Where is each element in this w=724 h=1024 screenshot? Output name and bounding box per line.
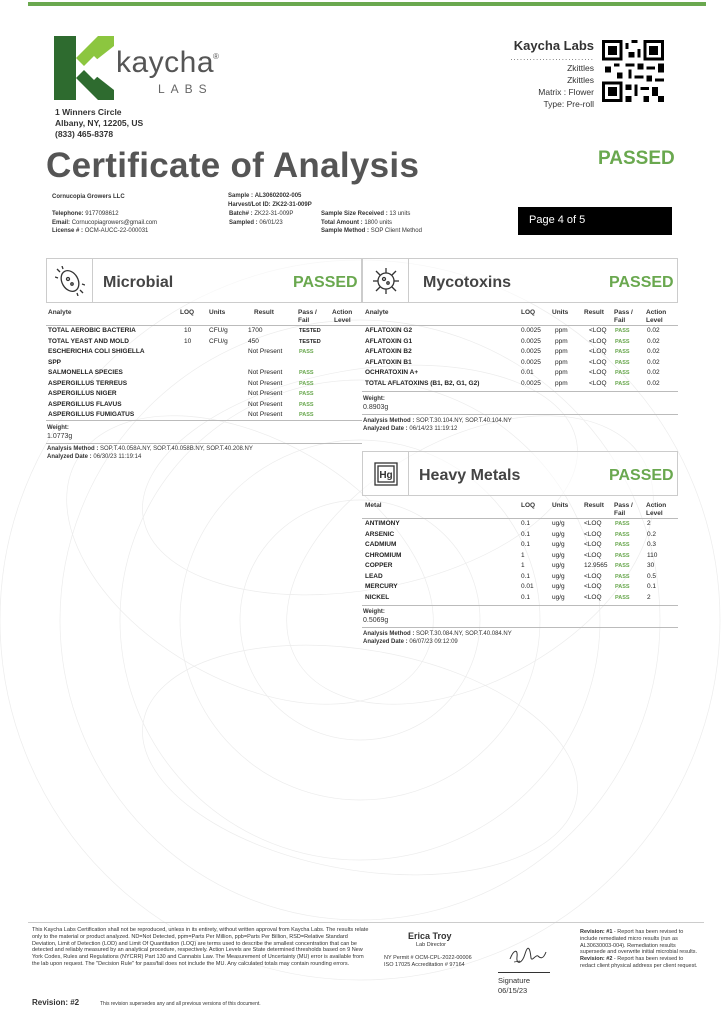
signature-scribble-icon (508, 944, 548, 966)
cell-pass-fail: PASS (615, 584, 630, 590)
table-row (0, 358, 724, 369)
cell-units: ug/g (552, 551, 565, 559)
address-line-1: 1 Winners Circle (55, 107, 122, 117)
cell-pass-fail: PASS (615, 380, 630, 387)
cell-pass-fail: PASS (615, 552, 630, 559)
kaycha-logo-icon (54, 36, 114, 100)
cell-analyte: AFLATOXIN G2 (365, 327, 413, 334)
table-row (0, 379, 724, 390)
heavy-metals-date-value: 06/07/23 09:12:09 (409, 638, 458, 645)
cell-result: <LOQ (584, 593, 602, 601)
cell-units: ppm (555, 379, 568, 387)
cell-units: ppm (555, 358, 568, 366)
cell-analyte: ASPERGILLUS FUMIGATUS (48, 411, 135, 418)
mycotoxins-footer-rule (362, 391, 678, 392)
microbial-title: Microbial (103, 274, 174, 291)
top-accent-bar (28, 2, 706, 6)
batch-value: ZK22-31-009P (254, 211, 294, 217)
cell-loq: 0.0025 (521, 358, 541, 366)
col-action: Action (646, 502, 667, 509)
table-row (0, 593, 724, 604)
heavy-metals-analysis (363, 631, 512, 646)
sample-size-info (321, 210, 422, 236)
cell-result: 450 (248, 337, 259, 345)
cell-units: ppm (555, 369, 568, 376)
col-analyte: Analyte (48, 309, 72, 316)
email-label: Email: (52, 219, 71, 226)
sampled-value: 06/01/23 (259, 219, 283, 226)
cell-analyte: AFLATOXIN B1 (365, 358, 412, 366)
cell-result: <LOQ (584, 583, 602, 590)
cell-analyte: AFLATOXIN G1 (365, 337, 413, 345)
cell-result: <LOQ (589, 358, 607, 366)
microbial-date-label: Analyzed Date : (47, 453, 92, 460)
heavy-metals-weight (363, 609, 388, 624)
col-result: Result (254, 309, 274, 316)
cell-loq: 0.1 (521, 593, 531, 601)
cell-result: <LOQ (584, 520, 602, 527)
cell-loq: 0.1 (521, 541, 531, 548)
cell-metal: ARSENIC (365, 530, 395, 538)
cell-loq: 1 (521, 562, 525, 569)
cell-pass-fail: PASS (299, 370, 314, 376)
cell-result: Not Present (248, 348, 283, 355)
signer-name: Erica Troy (408, 931, 452, 941)
table-row (0, 410, 724, 421)
cell-analyte: OCHRATOXIN A+ (365, 369, 419, 376)
cell-loq: 0.0025 (521, 337, 541, 345)
heavy-metals-weight-value: 0.5069g (363, 616, 389, 624)
table-row (0, 400, 724, 411)
revision-2-text: - Report has been revised to redact client physical address per client request. (580, 956, 698, 969)
mycotoxins-panel-header (362, 258, 678, 303)
product-matrix: Matrix : Flower (538, 87, 594, 97)
cell-units: ug/g (552, 530, 565, 538)
cell-analyte: ASPERGILLUS FLAVUS (48, 400, 122, 408)
table-row (0, 326, 724, 337)
cell-units: ppm (555, 348, 568, 355)
page-title: Certificate of Analysis (46, 146, 420, 185)
harvest-label: Harvest/Lot ID: (228, 201, 271, 208)
disclaimer-text: This Kaycha Labs Certification shall not be reproduced, unless in its entirety, without written approval from Kaycha Labs. The results relate only to the material or product analyzed. ND=Not Detected, ppm=Parts Per Million, ppb=Parts Per Billion, RSD=Relative Standard Deviation, Limit of Detection (LOD) and Limit Of Quantitation (LOQ) are terms used to describe the smallest concentration that can be detected and reliably measured by an analytical procedure, respectively. Action Levels are State determined thresholds based on 9 New York Codes, Rules and Regulations (NYCRR) Part 130 and Cannabis Law. The Measurement of Uncertainty (MU) error is available from the lab upon request. The "Decision Rule" for pass/fail does not include the MU. Any calculated totals may contain rounding errors. (32, 927, 369, 967)
cell-loq: 0.01 (521, 583, 534, 590)
col-fail: Fail (298, 317, 310, 324)
cell-analyte: AFLATOXIN B2 (365, 348, 412, 355)
heavy-metals-method-label: Analysis Method : (363, 631, 415, 637)
cell-pass-fail: TESTED (299, 338, 321, 345)
cell-analyte: ASPERGILLUS NIGER (48, 390, 117, 397)
microbial-method-value: SOP.T.40.058A.NY, SOP.T.40.058B.NY, SOP.T.40.208.NY (100, 446, 253, 452)
cell-pass-fail: PASS (299, 349, 314, 355)
heavy-metals-status: PASSED (609, 467, 674, 484)
mycotoxins-date-value: 06/14/23 11:19:12 (409, 425, 458, 432)
cell-analyte: TOTAL AEROBIC BACTERIA (48, 327, 136, 334)
col-loq: LOQ (180, 309, 195, 316)
cell-result: <LOQ (584, 541, 602, 548)
method-label: Sample Method : (321, 228, 370, 234)
batch-label: Batch# : (229, 211, 253, 217)
size-value: 13 units (389, 211, 411, 217)
col-result: Result (584, 502, 604, 509)
revision-2-label: Revision: #2 (580, 956, 613, 963)
sample-label: Sample : (228, 193, 254, 199)
cell-metal: NICKEL (365, 593, 390, 601)
cell-result: <LOQ (589, 348, 607, 355)
signature-block (498, 976, 530, 996)
cell-loq: 0.0025 (521, 348, 541, 355)
cell-units: ug/g (552, 541, 565, 548)
mycotoxins-analysis (363, 418, 512, 433)
cell-loq: 0.1 (521, 530, 531, 538)
cell-units: ug/g (552, 572, 565, 580)
cell-loq: 0.1 (521, 520, 531, 527)
sample-ids (228, 192, 312, 209)
cell-pass-fail: PASS (615, 338, 630, 345)
revision-1-text: - Report has been revised to include remediated micro results (run as AL30630003-004). Remediation results supersede and overwrite initial microbial results. (580, 929, 698, 956)
cell-pass-fail: PASS (615, 594, 630, 601)
telephone-value: 9177098612 (85, 211, 119, 217)
heavy-metals-weight-label: Weight: (363, 609, 385, 615)
cell-result: <LOQ (584, 551, 602, 559)
col-metal: Metal (365, 502, 382, 509)
col-level: Level (334, 317, 351, 324)
lab-address (55, 107, 143, 140)
col-loq: LOQ (521, 502, 536, 509)
cell-analyte: ASPERGILLUS TERREUS (48, 379, 128, 387)
cell-pass-fail: TESTED (299, 328, 321, 334)
cell-units: ppm (555, 337, 568, 345)
table-row (0, 582, 724, 593)
cell-loq: 0.1 (521, 572, 531, 580)
cell-result: Not Present (248, 379, 283, 387)
cell-pass-fail: PASS (615, 542, 630, 548)
telephone-label: Telephone: (52, 211, 84, 217)
cell-pass-fail: PASS (615, 521, 630, 527)
cell-result: Not Present (248, 400, 283, 408)
sample-value: AL30602002-005 (254, 193, 302, 199)
client-contact (52, 210, 157, 236)
heavy-metals-title: Heavy Metals (419, 467, 521, 484)
revision-1-note (580, 929, 700, 956)
revision-1-label: Revision: #1 (580, 929, 613, 935)
cell-result: 12.9565 (584, 562, 608, 569)
mycotoxins-meta-rule (362, 414, 678, 415)
cell-loq: 0.01 (521, 369, 534, 376)
address-line-3: (833) 465-8378 (55, 129, 114, 139)
mycotoxins-title: Mycotoxins (423, 274, 512, 291)
bacteria-icon (55, 266, 85, 296)
cell-units: ppm (555, 327, 568, 334)
signature-line (498, 972, 550, 973)
col-units: Units (552, 309, 569, 316)
cell-loq: 0.0025 (521, 379, 541, 387)
mycotoxins-date-label: Analyzed Date : (363, 425, 408, 432)
cell-action-level: 0.3 (647, 541, 657, 548)
signature-label: Signature (498, 976, 531, 985)
cell-result: <LOQ (589, 379, 607, 387)
table-row (0, 519, 724, 530)
table-row (0, 337, 724, 348)
cell-action-level: 0.5 (647, 572, 657, 580)
col-level: Level (646, 317, 663, 324)
table-row (0, 572, 724, 583)
mycotoxins-weight-value: 0.8903g (363, 403, 389, 411)
cell-result: 1700 (248, 327, 263, 334)
cell-pass-fail: PASS (615, 563, 630, 569)
col-analyte: Analyte (365, 309, 389, 316)
cell-action-level: 2 (647, 593, 651, 601)
virus-icon (371, 266, 401, 296)
cell-pass-fail: PASS (299, 380, 314, 387)
cell-action-level: 0.02 (647, 369, 660, 376)
col-loq: LOQ (521, 309, 536, 316)
cell-loq: 0.0025 (521, 327, 541, 334)
permit-number: NY Permit # OCM-CPL-2022-00006 (384, 955, 472, 961)
logo-registered-mark: ® (213, 52, 219, 61)
heavy-metals-meta-rule (362, 627, 678, 628)
mycotoxins-weight (363, 396, 388, 411)
col-pass: Pass / (614, 309, 633, 316)
col-units: Units (552, 502, 569, 509)
cell-pass-fail: PASS (299, 391, 314, 397)
cell-action-level: 2 (647, 520, 651, 527)
col-pass: Pass / (614, 502, 633, 509)
cell-analyte: SPP (48, 358, 62, 366)
mycotoxins-status: PASSED (609, 274, 674, 291)
microbial-panel-header (46, 258, 362, 303)
cell-action-level: 0.02 (647, 327, 660, 334)
col-fail: Fail (614, 510, 626, 517)
table-row (0, 347, 724, 358)
cell-loq: 1 (521, 551, 525, 559)
mycotoxins-weight-label: Weight: (363, 396, 385, 402)
revision-note: This revision supersedes any and all previous versions of this document. (100, 1001, 261, 1007)
cell-action-level: 30 (647, 562, 655, 569)
cell-result: <LOQ (589, 369, 607, 376)
cell-pass-fail: PASS (615, 328, 630, 334)
cell-units: CFU/g (209, 337, 228, 345)
col-action: Action (646, 309, 667, 316)
size-label: Sample Size Received : (321, 211, 388, 217)
cell-loq: 10 (184, 327, 192, 334)
cell-action-level: 0.02 (647, 348, 660, 355)
col-action: Action (332, 309, 353, 316)
cell-action-level: 0.02 (647, 358, 660, 366)
email-value: Cornucopiagrowers@gmail.com (71, 219, 158, 226)
product-name: Zkittles (567, 63, 594, 73)
heavy-metals-panel-header (362, 451, 678, 496)
microbial-meta-rule (46, 443, 362, 444)
product-type: Type: Pre-roll (543, 99, 594, 109)
cell-loq: 10 (184, 337, 192, 345)
table-row (0, 561, 724, 572)
col-units: Units (209, 309, 226, 316)
table-row (0, 540, 724, 551)
table-row (0, 551, 724, 562)
col-fail: Fail (614, 317, 626, 324)
cell-result: Not Present (248, 411, 283, 418)
microbial-weight-label: Weight: (47, 425, 69, 431)
product-strain: Zkittles (567, 75, 594, 85)
col-result: Result (584, 309, 604, 316)
heavy-metals-footer-rule (362, 605, 678, 606)
cell-pass-fail: PASS (615, 573, 630, 580)
qr-code-icon[interactable] (602, 40, 664, 102)
cell-pass-fail: PASS (615, 531, 630, 538)
cell-units: CFU/g (209, 327, 228, 334)
iso-accreditation: ISO 17025 Accreditation # 97164 (384, 962, 465, 968)
lab-dots: .......................... (510, 53, 594, 62)
cell-metal: COPPER (365, 562, 393, 569)
signer-role: Lab Director (416, 942, 446, 948)
cell-result: Not Present (248, 390, 283, 397)
revision-history (580, 929, 700, 970)
logo-wordmark: kaycha (116, 46, 215, 79)
license-value: OCM-AUCC-22-000031 (84, 228, 149, 234)
heavy-metals-date-label: Analyzed Date : (363, 638, 408, 645)
cell-metal: MERCURY (365, 583, 398, 590)
overall-status-badge: PASSED (598, 148, 675, 169)
cell-units: ug/g (552, 562, 565, 569)
cell-result: <LOQ (584, 572, 602, 580)
cell-action-level: 110 (647, 551, 658, 559)
mycotoxins-method-value: SOP.T.30.104.NY, SOP.T.40.104.NY (416, 418, 512, 424)
revision-number: Revision: #2 (32, 998, 80, 1007)
cell-metal: LEAD (365, 572, 383, 580)
cell-action-level: 0.2 (647, 530, 657, 538)
mercury-flask-icon (371, 459, 401, 489)
harvest-value: ZK22-31-009P (272, 201, 312, 208)
table-row (0, 530, 724, 541)
cell-result: Not Present (248, 369, 283, 376)
cell-units: ug/g (552, 520, 565, 527)
cell-pass-fail: PASS (615, 359, 630, 366)
signature-date: 06/15/23 (498, 986, 528, 995)
cell-analyte: TOTAL YEAST AND MOLD (48, 337, 129, 345)
cell-units: ug/g (552, 593, 565, 601)
license-label: License # : (52, 228, 84, 234)
cell-pass-fail: PASS (299, 412, 314, 418)
cell-pass-fail: PASS (299, 401, 314, 408)
mercury-symbol: Hg (379, 470, 393, 481)
client-name: Cornucopia Growers LLC (52, 194, 125, 200)
total-value: 1800 units (364, 219, 393, 226)
lab-name: Kaycha Labs (513, 38, 594, 53)
microbial-date-value: 06/30/23 11:19:14 (93, 453, 142, 460)
batch-info (229, 210, 293, 227)
cell-analyte: SALMONELLA SPECIES (48, 369, 123, 376)
revision-2-note (580, 956, 700, 970)
col-level: Level (646, 510, 663, 517)
logo-subtitle: LABS (158, 82, 213, 96)
cell-result: <LOQ (589, 337, 607, 345)
cell-pass-fail: PASS (615, 349, 630, 355)
method-value: SOP Client Method (370, 228, 422, 234)
microbial-method-label: Analysis Method : (47, 446, 99, 452)
cell-metal: ANTIMONY (365, 520, 400, 527)
product-info-block (394, 38, 594, 110)
sampled-label: Sampled : (229, 219, 258, 226)
cell-result: <LOQ (584, 530, 602, 538)
microbial-weight-value: 1.0773g (47, 432, 73, 440)
table-row (0, 368, 724, 379)
cell-metal: CHROMIUM (365, 551, 402, 559)
microbial-status: PASSED (293, 274, 358, 291)
col-pass: Pass / (298, 309, 317, 316)
cell-action-level: 0.02 (647, 337, 660, 345)
cell-result: <LOQ (589, 327, 607, 334)
address-line-2: Albany, NY, 12205, US (55, 118, 144, 128)
cell-pass-fail: PASS (615, 370, 630, 376)
microbial-analysis (47, 446, 253, 461)
cell-units: ug/g (552, 583, 565, 590)
page-indicator: Page 4 of 5 (518, 207, 672, 235)
cell-metal: CADMIUM (365, 541, 397, 548)
heavy-metals-method-value: SOP.T.30.084.NY, SOP.T.40.084.NY (416, 631, 512, 637)
permit-info (384, 955, 472, 969)
footer-rule (28, 922, 704, 923)
cell-analyte: TOTAL AFLATOXINS (B1, B2, G1, G2) (365, 379, 480, 387)
cell-action-level: 0.1 (647, 583, 657, 590)
cell-analyte: ESCHERICHIA COLI SHIGELLA (48, 348, 145, 355)
microbial-weight (47, 425, 72, 440)
mycotoxins-method-label: Analysis Method : (363, 418, 415, 424)
microbial-footer-rule (46, 420, 362, 421)
total-label: Total Amount : (321, 219, 363, 226)
cell-action-level: 0.02 (647, 379, 660, 387)
